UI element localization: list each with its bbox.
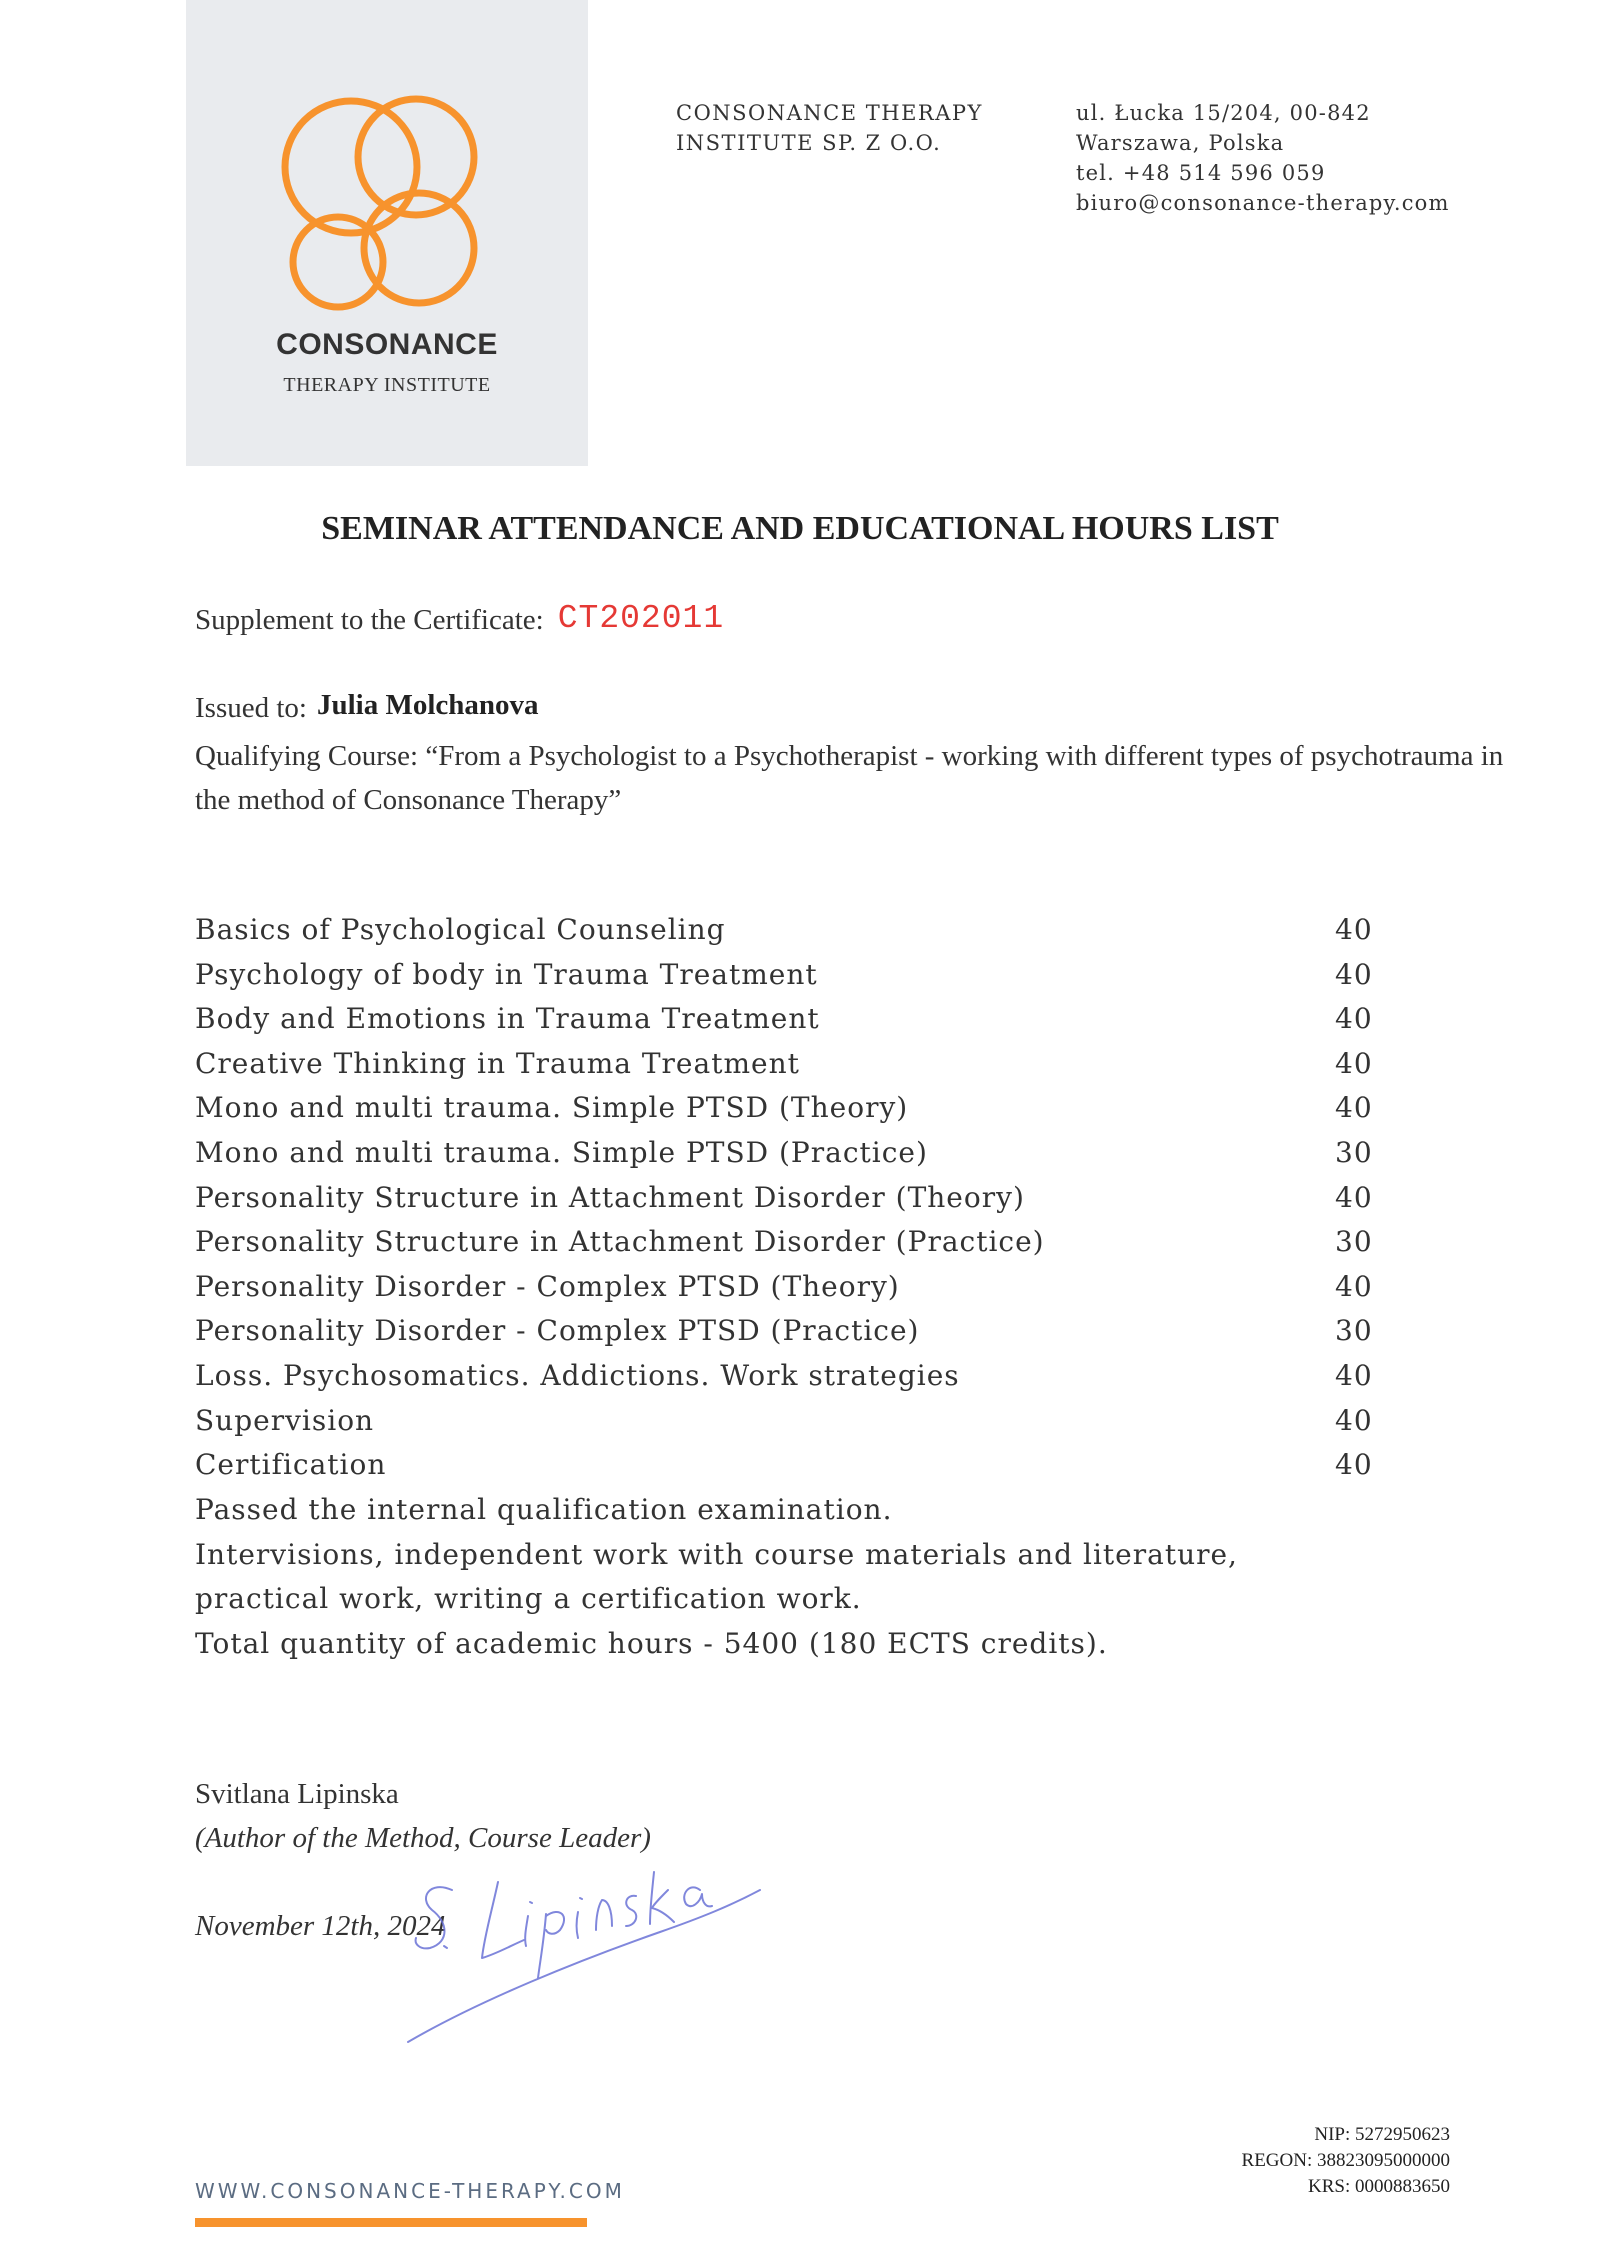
course-name: Mono and multi trauma. Simple PTSD (Practice) (195, 1135, 928, 1169)
course-row (195, 1443, 1395, 1488)
company-address (1076, 98, 1450, 218)
handwritten-signature (400, 1850, 800, 2060)
course-row (195, 1399, 1395, 1444)
krs-number: KRS: 0000883650 (1308, 2176, 1450, 2197)
course-hours: 40 (1335, 1403, 1373, 1437)
footer-accent-bar (195, 2218, 587, 2227)
course-hours: 40 (1335, 1448, 1373, 1482)
address-city: Warszawa, Polska (1076, 131, 1285, 155)
address-street: ul. Łucka 15/204, 00-842 (1076, 101, 1371, 125)
signatory-role: (Author of the Method, Course Leader) (195, 1822, 651, 1854)
course-hours: 40 (1335, 913, 1373, 946)
logo-subtitle: THERAPY INSTITUTE (283, 374, 491, 396)
course-name: Creative Thinking in Trauma Treatment (195, 1046, 800, 1080)
course-row (195, 908, 1395, 953)
logo-block (186, 0, 588, 466)
issue-date: November 12th, 2024 (195, 1910, 446, 1942)
course-row (195, 1176, 1395, 1221)
signatory-name: Svitlana Lipinska (195, 1778, 399, 1810)
recipient-name: Julia Molchanova (316, 689, 539, 721)
logo-name: CONSONANCE (276, 328, 498, 361)
course-row (195, 1309, 1395, 1354)
certificate-number: CT202011 (557, 600, 725, 637)
course-list (195, 908, 1395, 1488)
course-hours: 40 (1335, 1180, 1373, 1214)
course-hours: 40 (1335, 1046, 1373, 1080)
course-name: Personality Disorder - Complex PTSD (Practice) (195, 1314, 920, 1348)
course-name: Personality Disorder - Complex PTSD (Theory) (195, 1269, 900, 1303)
company-line-2: INSTITUTE SP. Z O.O. (676, 131, 942, 155)
course-name: Basics of Psychological Counseling (195, 913, 726, 946)
regon-number: REGON: 38823095000000 (1241, 2150, 1450, 2171)
course-hours: 30 (1335, 1314, 1373, 1348)
course-name: Psychology of body in Trauma Treatment (195, 957, 818, 991)
nip-number: NIP: 5272950623 (1314, 2124, 1450, 2145)
company-name (676, 98, 983, 158)
course-name: Mono and multi trauma. Simple PTSD (Theory) (195, 1091, 909, 1125)
qualifying-course: Qualifying Course: “From a Psychologist to a Psychotherapist - working with different types of psychotrauma in the method of Consonance Therapy” (195, 740, 1504, 816)
supplement-label: Supplement to the Certificate: (195, 604, 544, 636)
course-row (195, 1131, 1395, 1176)
course-name: Body and Emotions in Trauma Treatment (195, 1002, 820, 1036)
company-line-1: CONSONANCE THERAPY (676, 101, 983, 125)
course-row (195, 1265, 1395, 1310)
course-name: Supervision (195, 1403, 375, 1437)
issued-line (195, 689, 539, 725)
registration-info (1242, 2122, 1450, 2200)
address-phone: tel. +48 514 596 059 (1076, 161, 1326, 185)
course-row (195, 1354, 1395, 1399)
course-name: Personality Structure in Attachment Disorder (Theory) (195, 1180, 1025, 1214)
course-row (195, 1220, 1395, 1265)
course-name: Certification (195, 1448, 387, 1482)
notes (195, 1488, 1395, 1666)
supplement-line (195, 602, 724, 639)
consonance-logo-icon (276, 95, 506, 315)
course-hours: 40 (1335, 957, 1373, 991)
course-hours: 40 (1335, 1358, 1373, 1392)
course-name: Loss. Psychosomatics. Addictions. Work strategies (195, 1358, 960, 1392)
course-hours: 30 (1335, 1135, 1373, 1169)
note-line: practical work, writing a certification work. (195, 1582, 862, 1616)
course-hours: 30 (1335, 1225, 1373, 1259)
course-row (195, 1086, 1395, 1131)
course-hours: 40 (1335, 1002, 1373, 1036)
course-hours: 40 (1335, 1269, 1373, 1303)
course-row (195, 997, 1395, 1042)
course-name: Personality Structure in Attachment Disorder (Practice) (195, 1225, 1045, 1259)
document-title: SEMINAR ATTENDANCE AND EDUCATIONAL HOURS LIST (321, 510, 1279, 547)
website-link[interactable]: WWW.CONSONANCE-THERAPY.COM (195, 2179, 625, 2203)
note-line: Total quantity of academic hours - 5400 (180 ECTS credits). (195, 1626, 1108, 1660)
course-row (195, 953, 1395, 998)
note-line: Passed the internal qualification examination. (195, 1493, 893, 1526)
address-email: biuro@consonance-therapy.com (1076, 191, 1450, 215)
course-row (195, 1042, 1395, 1087)
issued-label: Issued to: (195, 692, 307, 724)
note-line: Intervisions, independent work with course materials and literature, (195, 1537, 1238, 1571)
course-hours: 40 (1335, 1091, 1373, 1125)
